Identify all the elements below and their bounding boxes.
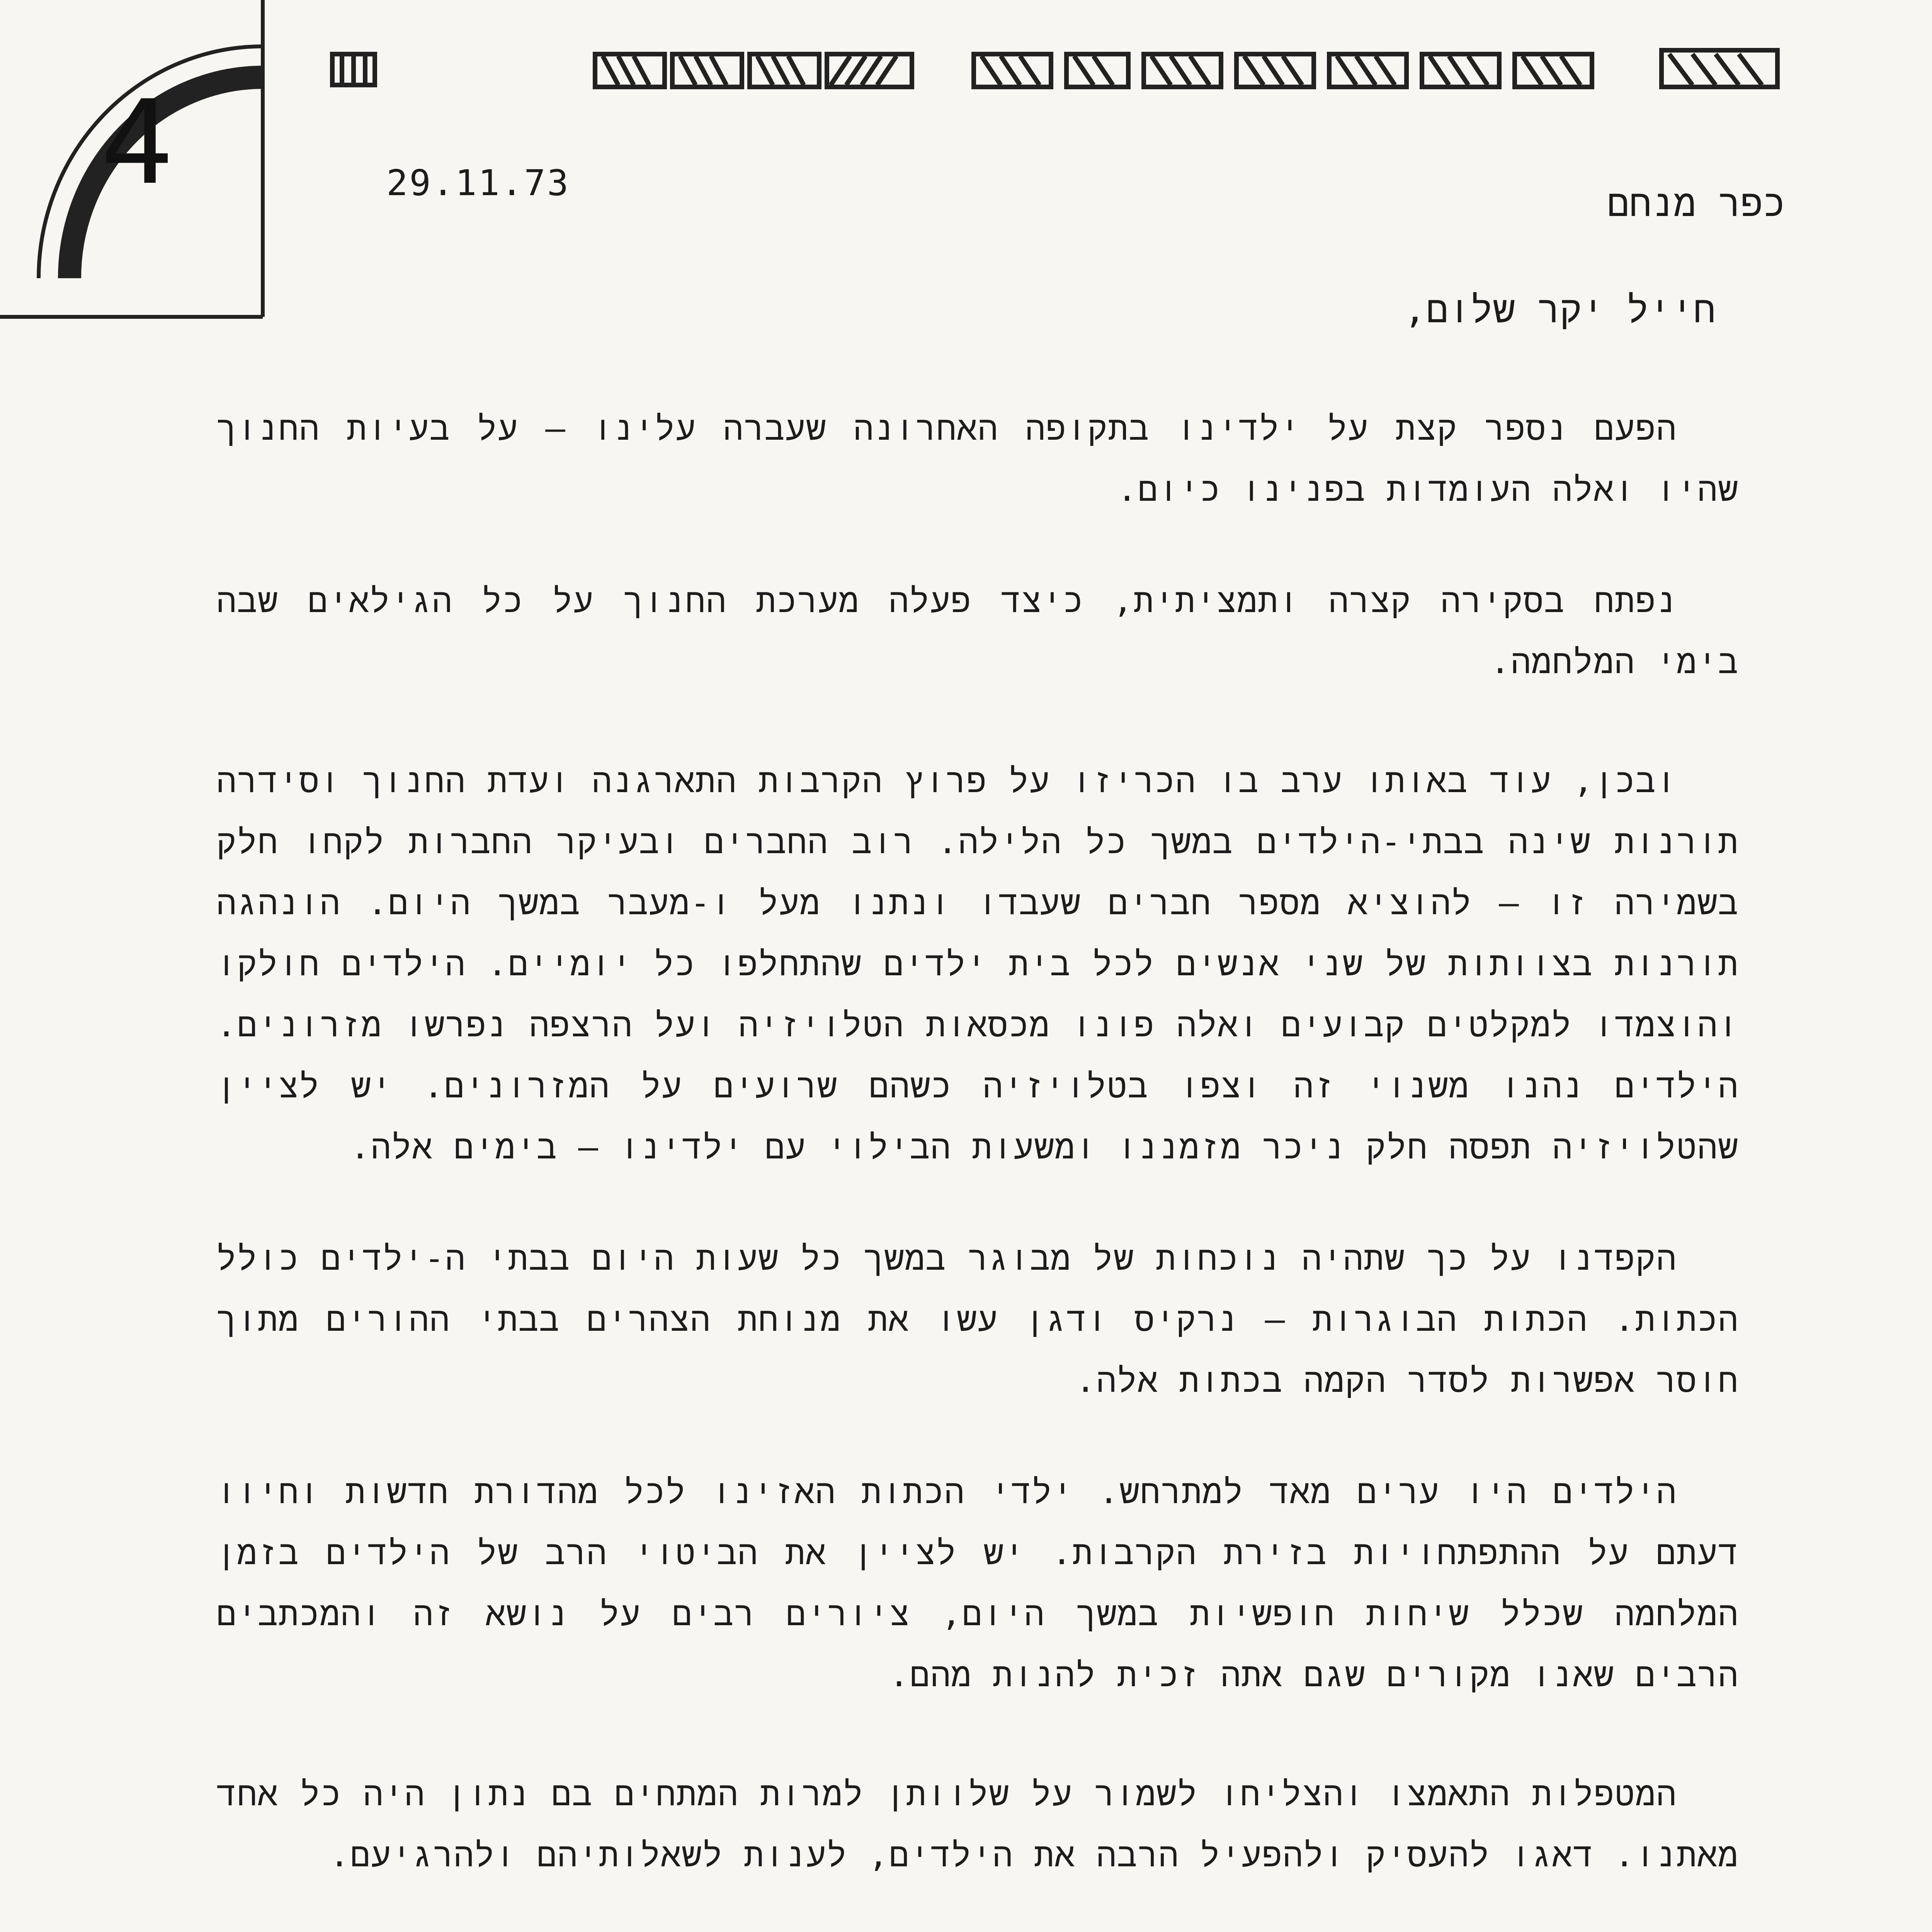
letter-greeting: חייל יקר שלום, (1403, 288, 1716, 331)
paragraph-intro: הפעם נספר קצת על ילדינו בתקופה האחרונה שעברה עלינו – על בעיות החנוך שהיו ואלה העומדות בפנינו כיום. (216, 409, 1739, 509)
paragraph-war-summary: נפתח בסקירה קצרה ותמציתית, כיצד פעלה מערכת החנוך על כל הגילאים שבה בימי המלחמה. (216, 582, 1739, 681)
letter-body (216, 398, 1739, 1932)
letter-place: כפר מנחם (1607, 182, 1785, 225)
paragraph-adult-presence: הקפדנו על כך שתהיה נוכחות של מבוגר במשך כל שעות היום בבתי ה-ילדים כולל הכתות. הכתות הבוגרות – נרקיס ודגן עשו את מנוחת הצהרים בבתי ההורים מתוך חוסר אפשרות לסדר הקמה בכתות אלה. (216, 1239, 1739, 1400)
paragraph-caregivers: המטפלות התאמצו והצליחו לשמור על שלוותן למרות המתחים בם נתון היה כל אחד מאתנו. דאגו להעסיק ולהפעיל הרבה את הילדים, לענות לשאלותיהם ולהרגיעם. (216, 1775, 1739, 1874)
letter-date: 29.11.73 (386, 162, 570, 204)
paragraph-night-shifts: ובכן, עוד באותו ערב בו הכריזו על פרוץ הקרבות התארגנה ועדת החנוך וסידרה תורנות שינה בבתי-הילדים במשך כל הלילה. רוב החברים ובעיקר החברות לקחו חלק בשמירה זו – להוציא מספר חברים שעבדו ונתנו מעל ו-מעבר במשך היום. הונהגה תורנות בצוותות של שני אנשים לכל בית ילדים שהתחלפו כל יומיים. הילדים חולקו והוצמדו למקלטים קבועים ואלה פונו מכסאות הטלויזיה ועל הרצפה נפרשו מזרונים. הילדים נהנו משנוי זה וצפו בטלויזיה כשהם שרועים על המזרונים. יש לציין שהטלויזיה תפסה חלק ניכר מזמננו ומשעות הבילוי עם ילדינו – בימים אלה. (216, 762, 1739, 1167)
paragraph-children-awareness: הילדים היו ערים מאד למתרחש. ילדי הכתות האזינו לכל מהדורת חדשות וחיוו דעתם על ההתפתחויות בזירת הקרבות. יש לציין את הביטוי הרב של הילדים בזמן המלחמה שכלל שיחות חופשיות במשך היום, ציורים רבים על נושא זה והמכתבים הרבים שאנו מקורים שגם אתה זכית להנות מהם. (216, 1473, 1739, 1694)
punch-marks-icon (309, 35, 1932, 112)
page-number: 4 (100, 75, 174, 210)
